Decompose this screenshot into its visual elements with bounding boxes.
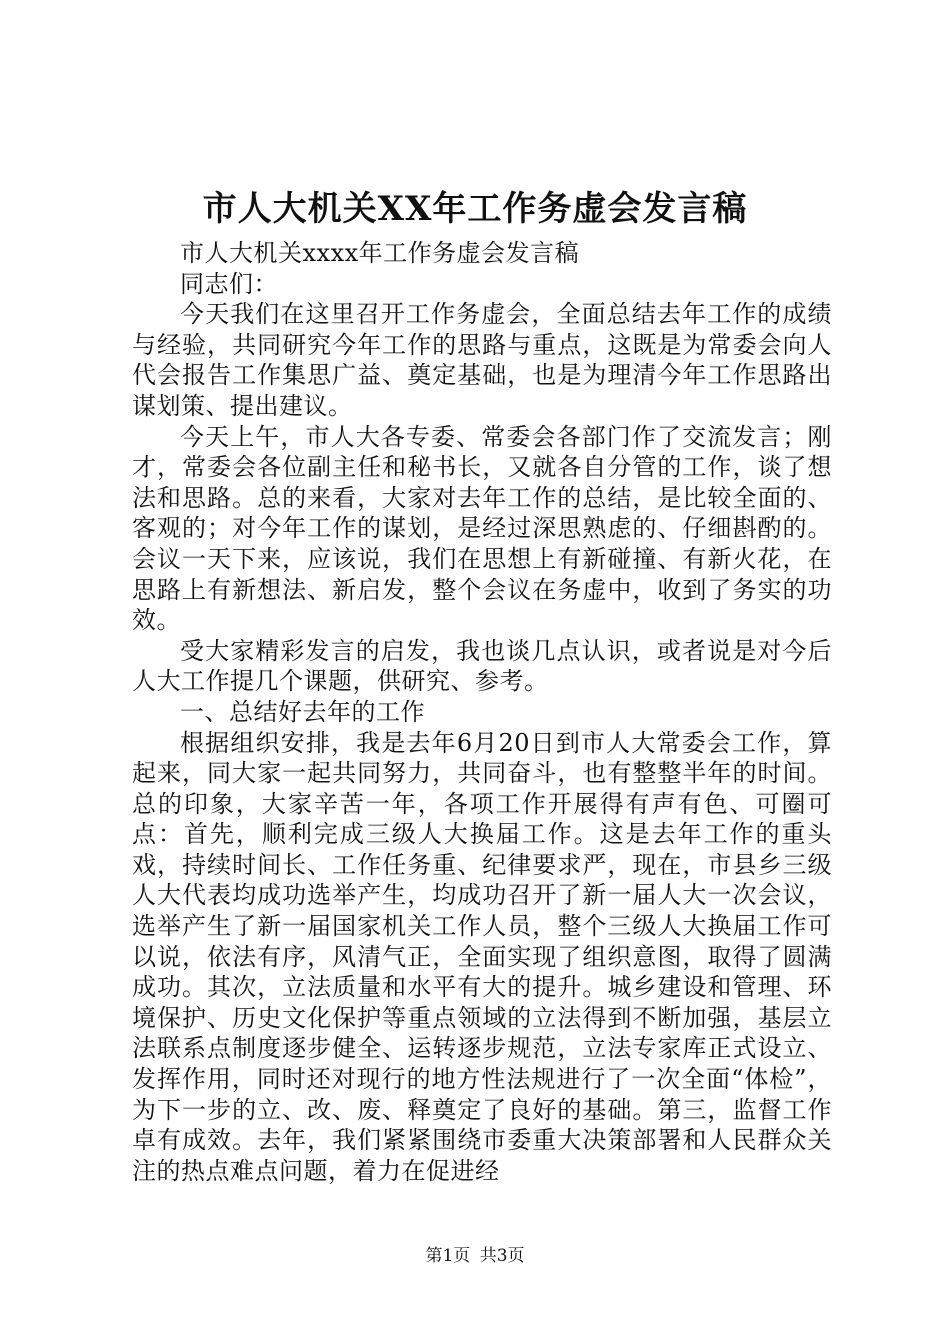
page-number: 第1页 [425, 1246, 471, 1266]
document-title: 市人大机关XX年工作务虚会发言稿 [202, 189, 748, 229]
section-heading-1: 一、总结好去年的工作 [180, 697, 425, 726]
paragraph-2: 今天上午，市人大各专委、常委会各部门作了交流发言；刚才，常委会各位副主任和秘书长，又就各自分管的工作，谈了想法和思路。总的来看，大家对去年工作的总结，是比较全面的、客观的；对今年工作的谋划，是经过深思熟虑的、仔细斟酌的。会议一天下来，应该说，我们在思想上有新碰撞、有新火花，在思路上有新想法、新启发，整个会议在务虚中，收到了务实的功效。 [132, 422, 832, 635]
paragraph-3: 受大家精彩发言的启发，我也谈几点认识，或者说是对今后人大工作提几个课题，供研究、参考。 [132, 636, 832, 696]
page-footer [0, 1244, 950, 1268]
paragraph-salutation: 同志们： [180, 269, 278, 298]
paragraph-subtitle: 市人大机关xxxx年工作务虚会发言稿 [180, 239, 580, 267]
page-total: 共3页 [479, 1246, 525, 1266]
document-body [132, 238, 832, 1186]
paragraph-1: 今天我们在这里召开工作务虚会，全面总结去年工作的成绩与经验，共同研究今年工作的思路与重点，这既是为常委会向人代会报告工作集思广益、奠定基础，也是为理清今年工作思路出谋划策、提出建议。 [132, 300, 832, 420]
paragraph-4: 根据组织安排，我是去年6月20日到市人大常委会工作，算起来，同大家一起共同努力，共同奋斗，也有整整半年的时间。总的印象，大家辛苦一年，各项工作开展得有声有色、可圈可点：首先，顺利完成三级人大换届工作。这是去年工作的重头戏，持续时间长、工作任务重、纪律要求严，现在，市县乡三级人大代表均成功选举产生，均成功召开了新一届人大一次会议，选举产生了新一届国家机关工作人员，整个三级人大换届工作可以说，依法有序，风清气正，全面实现了组织意图，取得了圆满成功。其次，立法质量和水平有大的提升。城乡建设和管理、环境保护、历史文化保护等重点领域的立法得到不断加强，基层立法联系点制度逐步健全、运转逐步规范，立法专家库正式设立、发挥作用，同时还对现行的地方性法规进行了一次全面“体检”，为下一步的立、改、废、释奠定了良好的基础。第三，监督工作卓有成效。去年，我们紧紧围绕市委重大决策部署和人民群众关注的热点难点问题，着力在促进经 [132, 728, 832, 1185]
